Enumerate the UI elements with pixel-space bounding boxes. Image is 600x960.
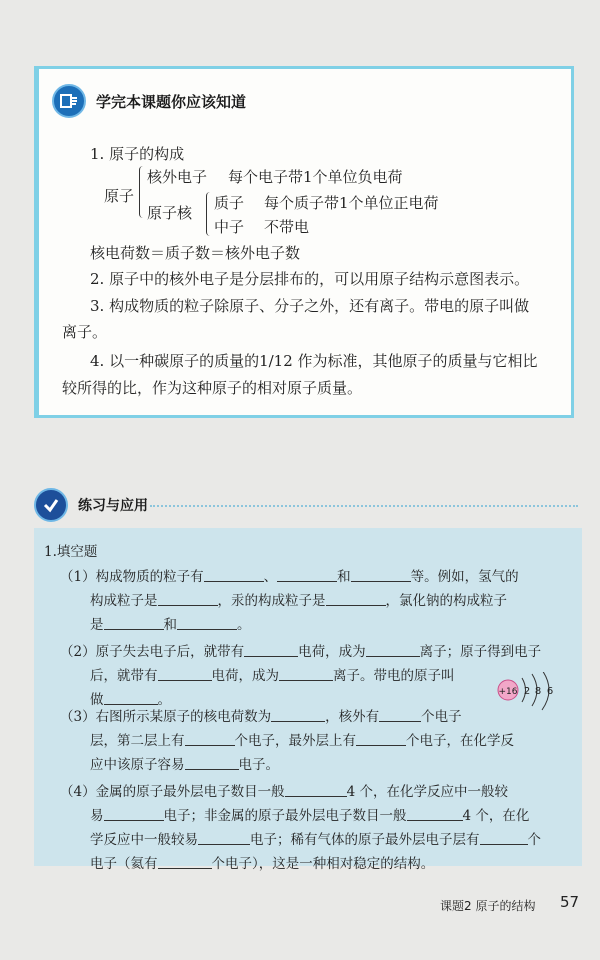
neutron-desc: 不带电 [264,218,310,236]
practice-header [34,488,148,522]
page-number: 57 [560,893,580,911]
blank[interactable] [158,856,212,869]
item4-line2: 较所得的比，作为这种原子的相对原子质量。 [62,379,363,397]
practice-title: 练习与应用 [78,498,148,514]
nucleus-label: 原子核 [147,204,193,222]
q2-line2: 后，就带有 电荷，成为 离子。带电的原子叫 [90,668,455,684]
nucleus-brace [206,192,213,236]
blank[interactable] [271,709,325,722]
atom-structure-diagram [496,672,566,728]
blank[interactable] [480,832,528,845]
blank[interactable] [104,808,164,821]
q1-line1: （1）构成物质的粒子有 、 和 等。例如，氢气的 [60,569,519,585]
item3-line2: 离子。 [62,323,108,341]
shell2-count: 8 [534,686,542,697]
q3-line3: 应中该原子容易 电子。 [90,757,279,773]
q4-line2: 易 电子；非金属的原子最外层电子数目一般 4 个，在化 [90,808,530,824]
q3-line2: 层，第二层上有 个电子，最外层上有 个电子，在化学反 [90,733,514,749]
blank[interactable] [185,757,239,770]
atom-brace [139,166,146,218]
blank[interactable] [366,644,420,657]
blank[interactable] [204,569,264,582]
neutron-label: 中子 [214,218,245,236]
electron-desc: 每个电子带1个单位负电荷 [228,168,403,186]
summary-title: 学完本课题你应该知道 [96,92,247,111]
electron-label: 核外电子 [147,168,208,186]
blank[interactable] [198,832,250,845]
blank[interactable] [277,569,337,582]
blank[interactable] [104,692,158,705]
chapter-label: 课题2 原子的结构 [440,899,536,913]
book-hand-icon [52,84,86,118]
item1-title: 1. 原子的构成 [90,145,185,163]
item3-line1: 3. 构成物质的粒子除原子、分子之外，还有离子。带电的原子叫做 [90,297,530,315]
blank[interactable] [177,617,237,630]
blank[interactable] [244,644,298,657]
blank[interactable] [351,569,411,582]
check-icon [34,488,68,522]
atom-label: 原子 [104,187,135,205]
proton-label: 质子 [214,194,245,212]
blank[interactable] [158,593,218,606]
blank[interactable] [285,784,347,797]
blank[interactable] [185,733,235,746]
q2-line1: （2）原子失去电子后，就带有 电荷，成为 离子；原子得到电子 [60,644,542,660]
q1-line2: 构成粒子是 ，汞的构成粒子是 ，氯化钠的构成粒子 [90,593,507,609]
shell3-count: 6 [546,686,554,697]
blank[interactable] [326,593,386,606]
shell1-count: 2 [523,686,531,697]
blank[interactable] [379,709,421,722]
item4-line1: 4. 以一种碳原子的质量的1/12 作为标准，其他原子的质量与它相比 [90,352,538,370]
proton-desc: 每个质子带1个单位正电荷 [264,194,439,212]
blank[interactable] [356,733,406,746]
q1-line3: 是 和 。 [90,617,251,633]
blank[interactable] [407,808,463,821]
summary-header [52,84,246,118]
q4-line1: （4）金属的原子最外层电子数目一般 4 个，在化学反应中一般较 [60,784,508,800]
dotted-rule [150,505,578,507]
q4-line4: 电子（氦有 个电子），这是一种相对稳定的结构。 [90,856,435,872]
blank[interactable] [158,668,212,681]
section-title: 1.填空题 [44,544,98,560]
blank[interactable] [104,617,164,630]
blank[interactable] [279,668,333,681]
q3-line1: （3）右图所示某原子的核电荷数为 ，核外有 个电子 [60,709,462,725]
item2: 2. 原子中的核外电子是分层排布的，可以用原子结构示意图表示。 [90,270,530,288]
equation: 核电荷数＝质子数＝核外电子数 [90,244,301,262]
q4-line3: 学反应中一般较易 电子；稀有气体的原子最外层电子层有 个 [90,832,541,848]
q2-line3: 做 。 [90,692,171,708]
nucleus-charge: +16 [498,687,518,697]
